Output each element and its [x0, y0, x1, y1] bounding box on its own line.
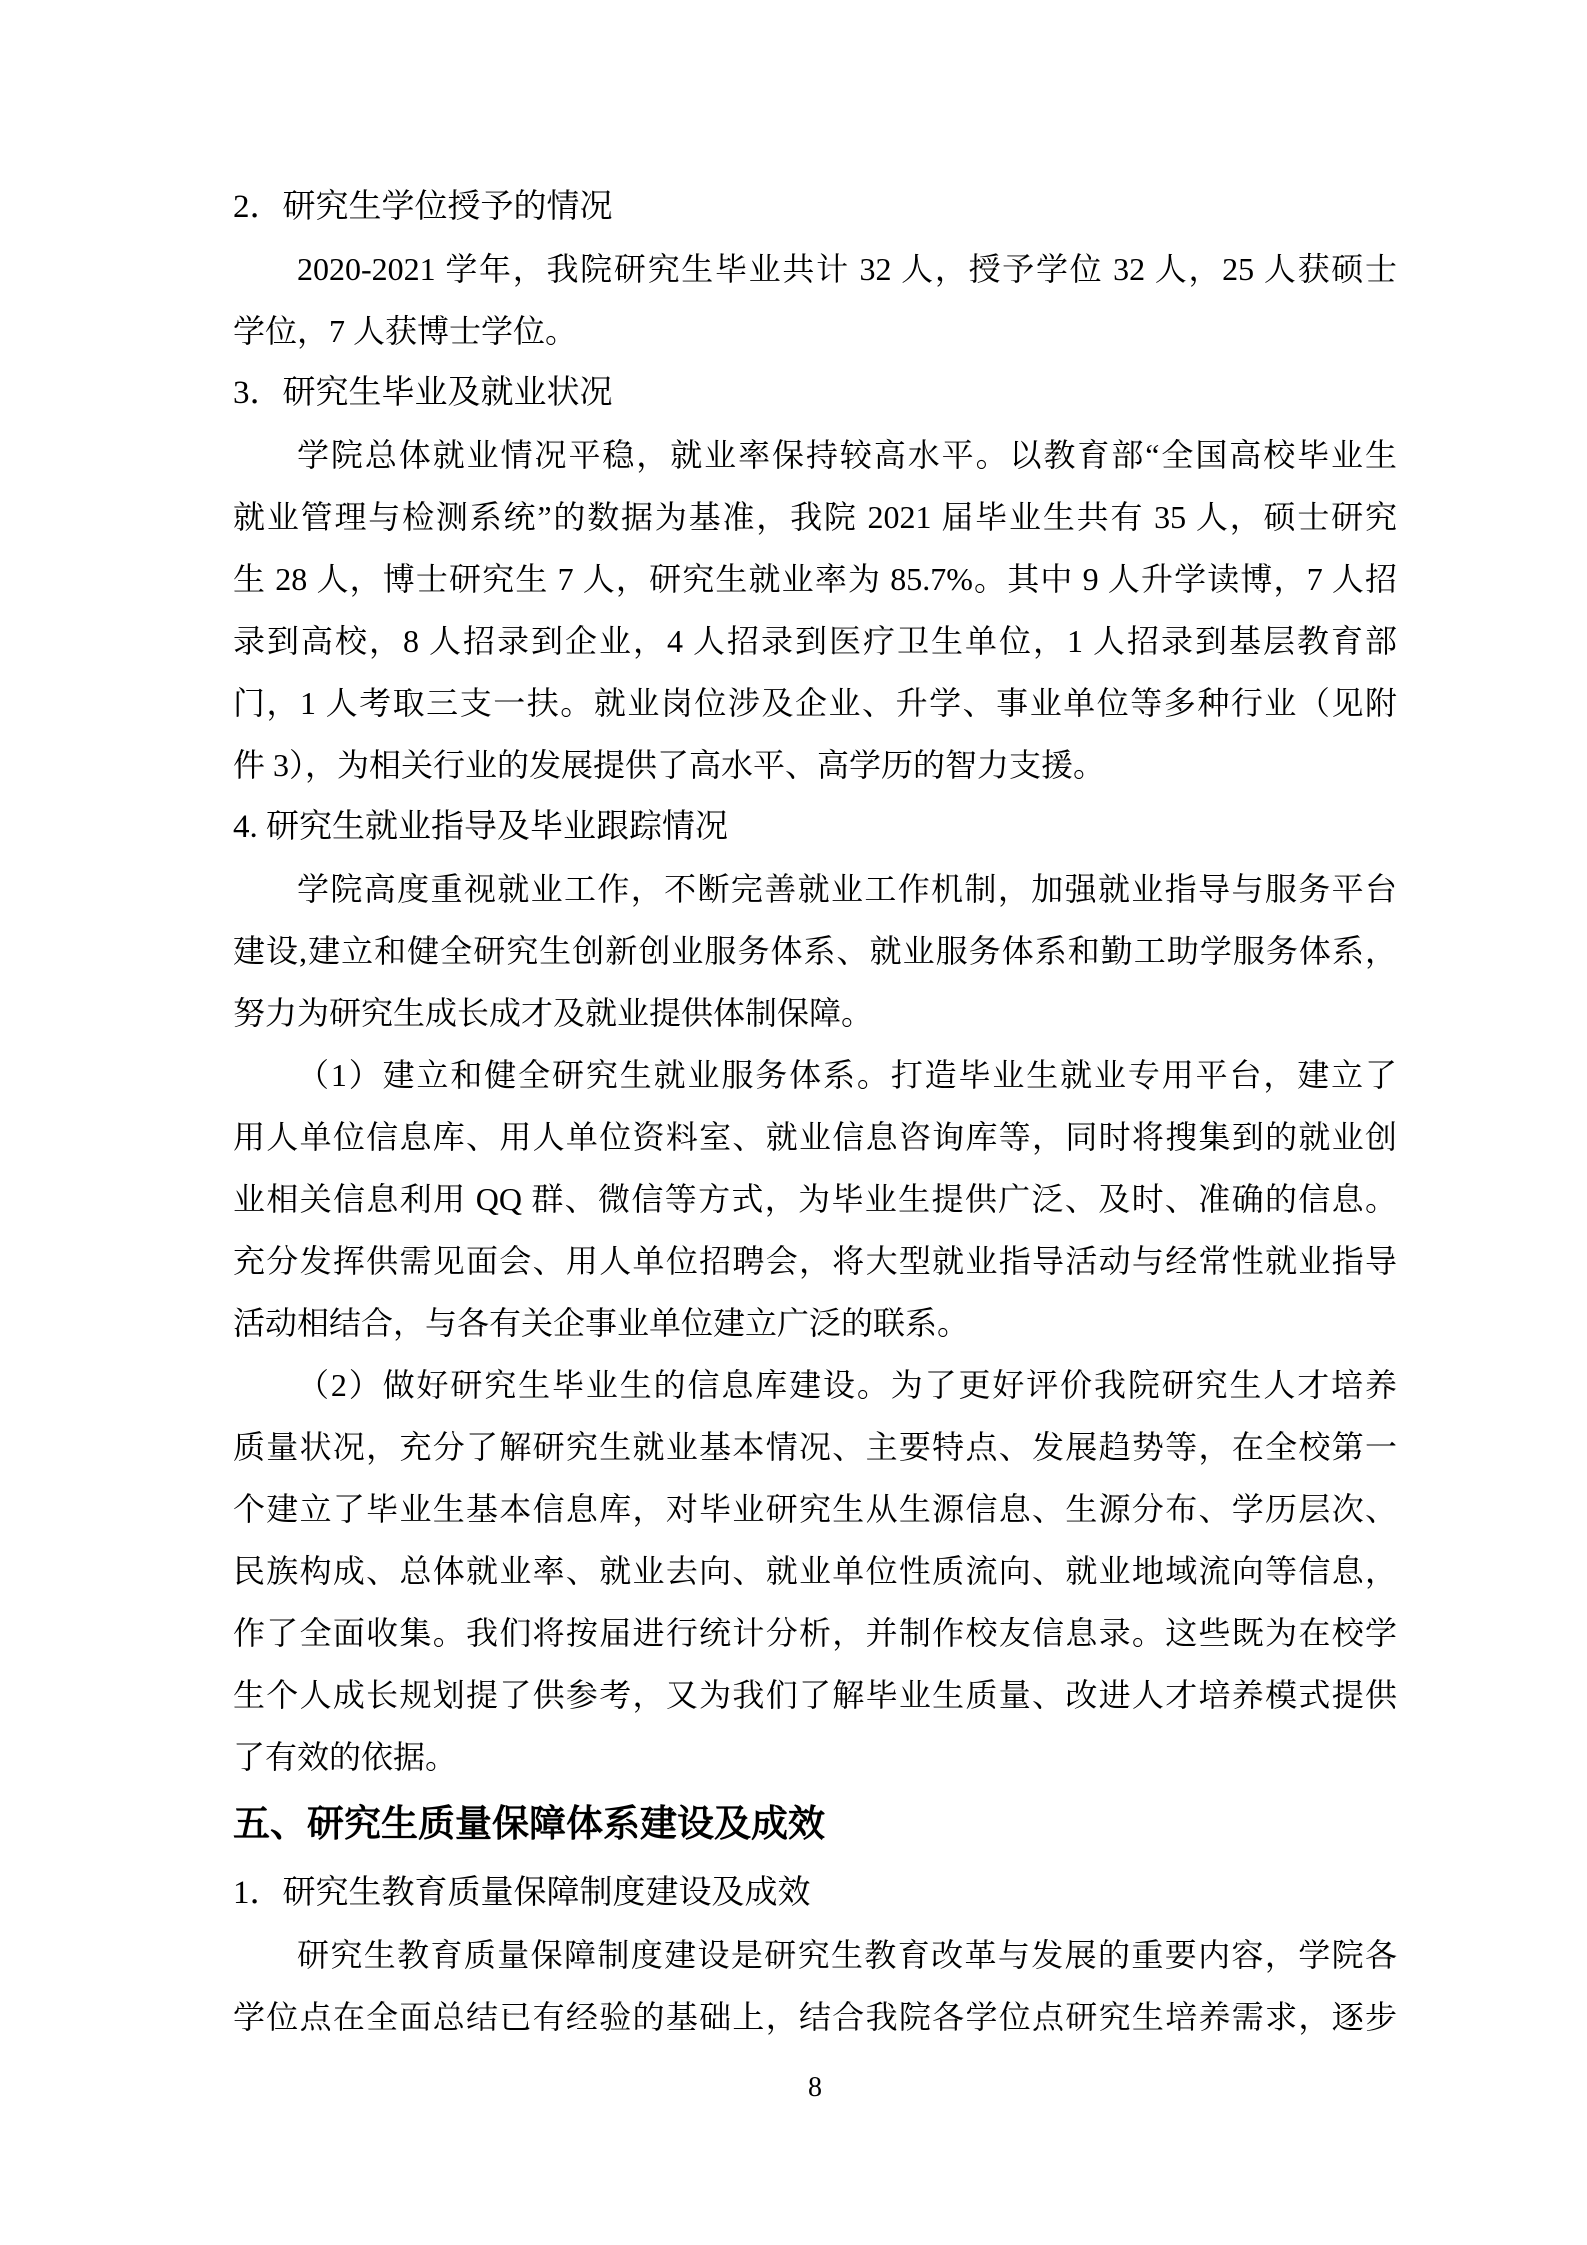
paragraph-line: 生个人成长规划提了供参考，又为我们了解毕业生质量、改进人才培养模式提供 — [233, 1677, 1397, 1713]
paragraph-line: 研究生教育质量保障制度建设是研究生教育改革与发展的重要内容，学院各 — [297, 1937, 1397, 1973]
paragraph-line: 件 3），为相关行业的发展提供了高水平、高学历的智力支援。 — [233, 747, 1106, 783]
paragraph-line: 学位，7 人获博士学位。 — [233, 313, 578, 349]
paragraph-line: 学院高度重视就业工作，不断完善就业工作机制，加强就业指导与服务平台 — [297, 871, 1397, 907]
paragraph-line: 门，1 人考取三支一扶。就业岗位涉及企业、升学、事业单位等多种行业（见附 — [233, 685, 1397, 721]
paragraph-line: 就业管理与检测系统”的数据为基准，我院 2021 届毕业生共有 35 人，硕士研究 — [233, 499, 1397, 535]
paragraph-line: 学院总体就业情况平稳，就业率保持较高水平。以教育部“全国高校毕业生 — [297, 437, 1397, 473]
paragraph-line: 学位点在全面总结已有经验的基础上，结合我院各学位点研究生培养需求，逐步 — [233, 1999, 1397, 2035]
paragraph-line: 了有效的依据。 — [233, 1739, 458, 1775]
page-body — [233, 176, 1397, 2048]
paragraph-line: （2）做好研究生毕业生的信息库建设。为了更好评价我院研究生人才培养 — [297, 1367, 1397, 1403]
section-item: 4. 研究生就业指导及毕业跟踪情况 — [233, 809, 728, 845]
paragraph-line: 个建立了毕业生基本信息库，对毕业研究生从生源信息、生源分布、学历层次、 — [233, 1491, 1397, 1527]
paragraph-line: 努力为研究生成长成才及就业提供体制保障。 — [233, 995, 874, 1031]
paragraph-line: 充分发挥供需见面会、用人单位招聘会，将大型就业指导活动与经常性就业指导 — [233, 1243, 1397, 1279]
page-number: 8 — [808, 2072, 822, 2103]
section-heading: 五、研究生质量保障体系建设及成效 — [233, 1804, 825, 1845]
paragraph-line: 质量状况，充分了解研究生就业基本情况、主要特点、发展趋势等，在全校第一 — [233, 1429, 1397, 1465]
paragraph-line: 录到高校，8 人招录到企业，4 人招录到医疗卫生单位，1 人招录到基层教育部 — [233, 623, 1397, 659]
paragraph-line: 2020-2021 学年，我院研究生毕业共计 32 人，授予学位 32 人，25 人获硕士 — [297, 251, 1397, 287]
section-item: 2．研究生学位授予的情况 — [233, 189, 613, 225]
section-item: 1．研究生教育质量保障制度建设及成效 — [233, 1875, 811, 1911]
paragraph-line: 建设,建立和健全研究生创新创业服务体系、就业服务体系和勤工助学服务体系， — [233, 933, 1397, 969]
section-item: 3．研究生毕业及就业状况 — [233, 375, 613, 411]
paragraph-line: 民族构成、总体就业率、就业去向、就业单位性质流向、就业地域流向等信息， — [233, 1553, 1397, 1589]
paragraph-line: 用人单位信息库、用人单位资料室、就业信息咨询库等，同时将搜集到的就业创 — [233, 1119, 1397, 1155]
paragraph-line: （1）建立和健全研究生就业服务体系。打造毕业生就业专用平台，建立了 — [297, 1057, 1397, 1093]
paragraph-line: 业相关信息利用 QQ 群、微信等方式，为毕业生提供广泛、及时、准确的信息。 — [233, 1181, 1397, 1217]
paragraph-line: 作了全面收集。我们将按届进行统计分析，并制作校友信息录。这些既为在校学 — [233, 1615, 1397, 1651]
paragraph-line: 生 28 人，博士研究生 7 人，研究生就业率为 85.7%。其中 9 人升学读博，7 人招 — [233, 561, 1397, 597]
paragraph-line: 活动相结合，与各有关企事业单位建立广泛的联系。 — [233, 1305, 970, 1341]
